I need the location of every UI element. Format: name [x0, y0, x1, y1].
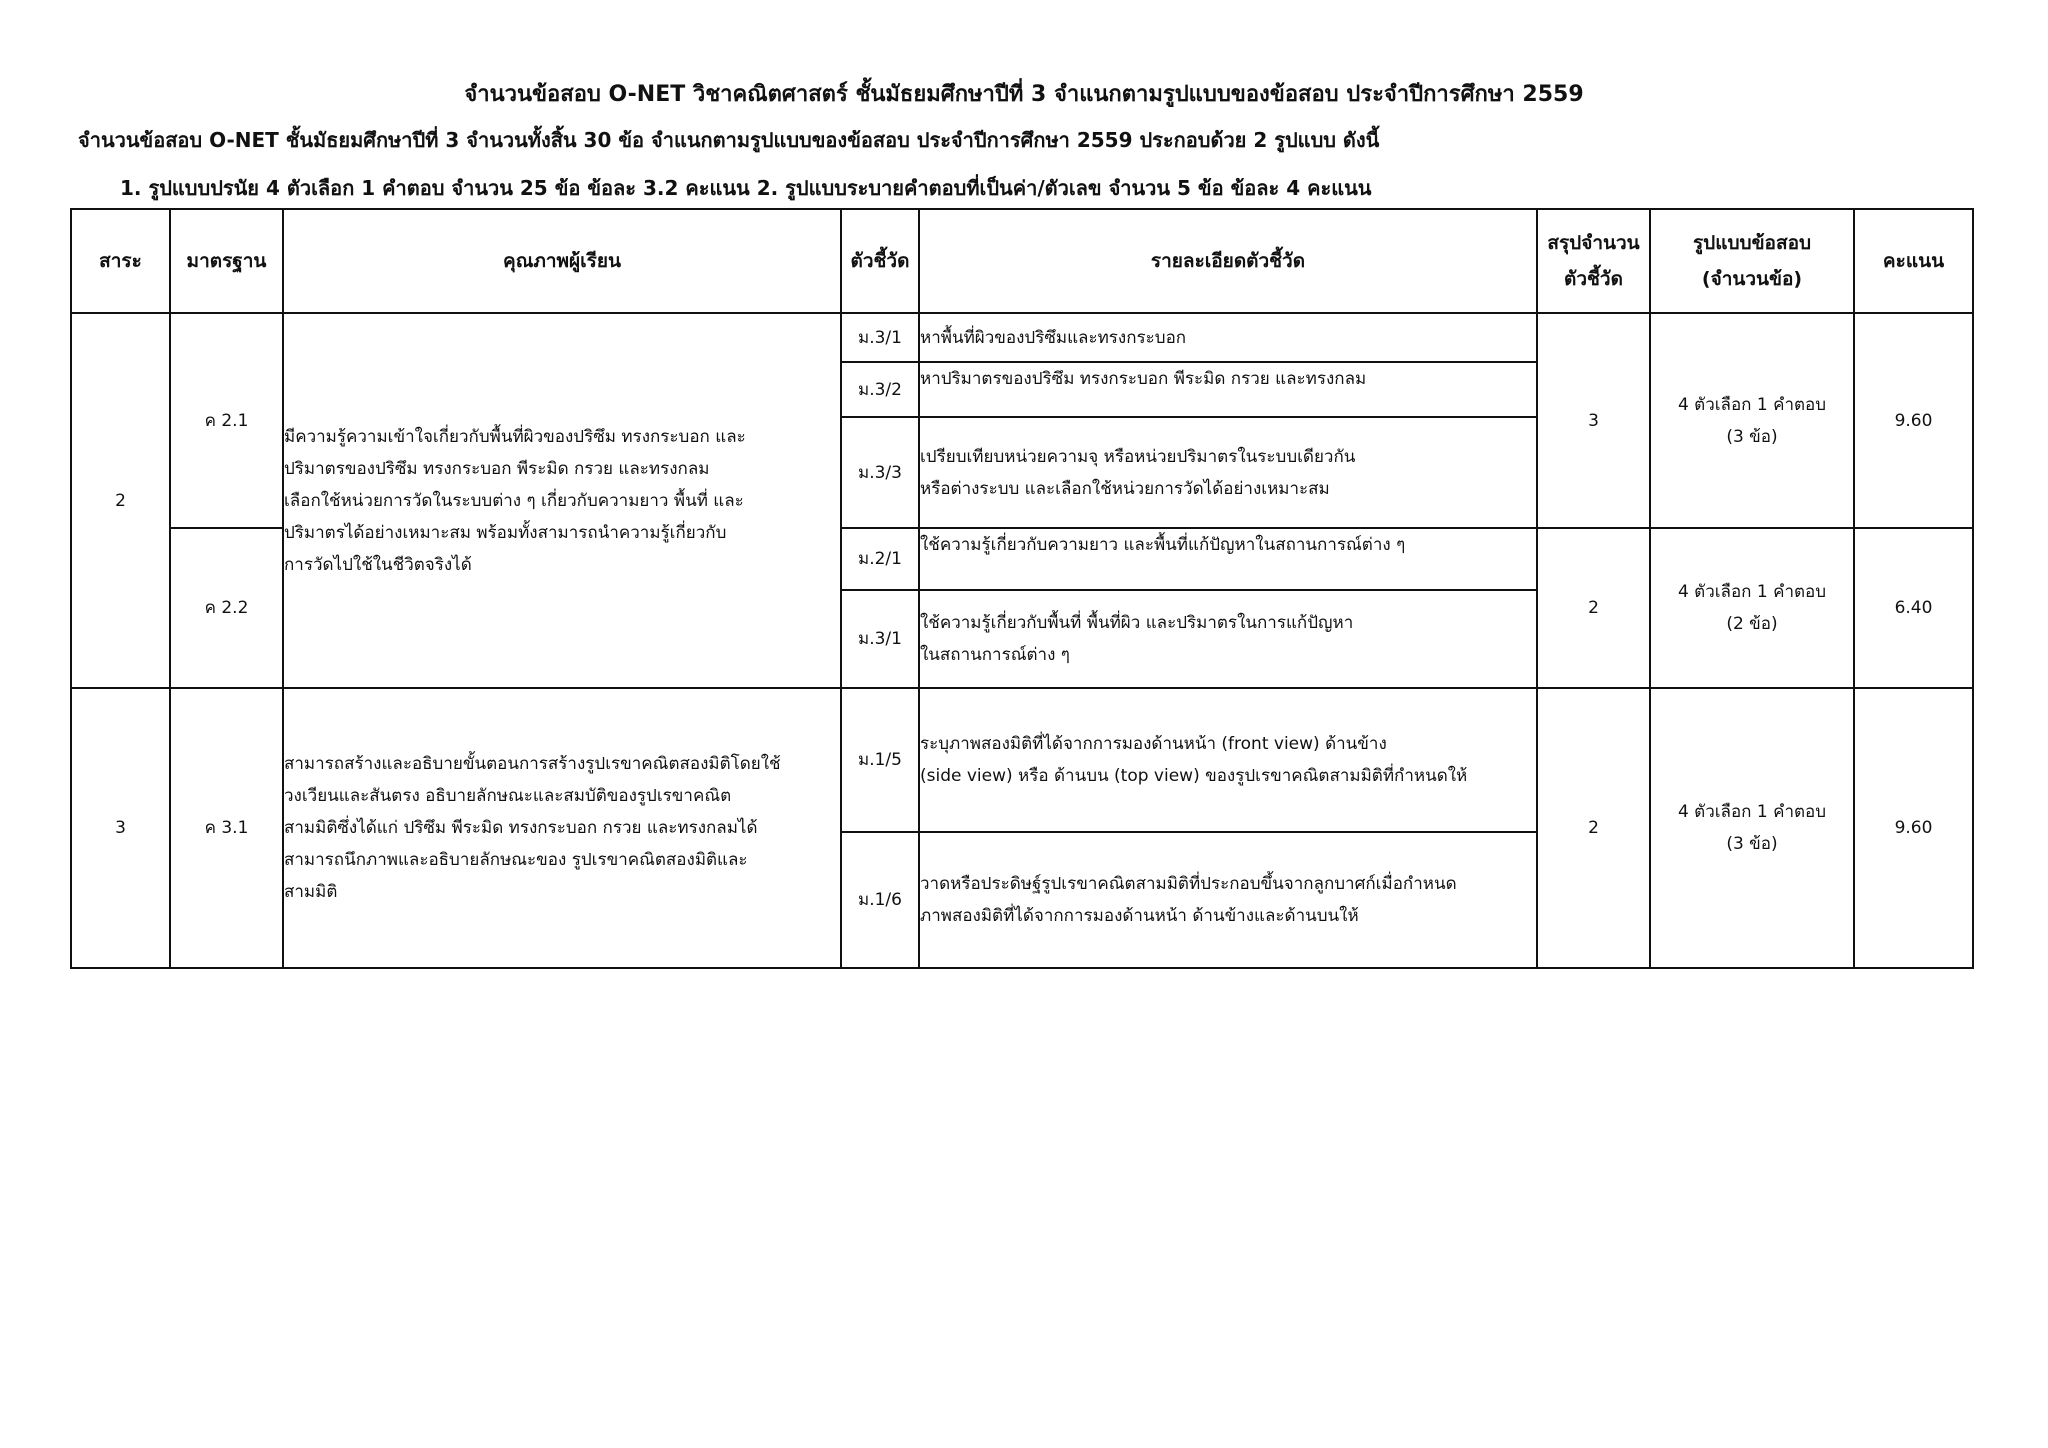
format-line: 4 ตัวเลือก 1 คำตอบ	[1677, 582, 1827, 602]
format-line: 4 ตัวเลือก 1 คำตอบ	[1677, 802, 1827, 822]
header-summary-line2: ตัวชี้วัด	[1564, 268, 1623, 290]
indicator-code: ม.3/1	[841, 313, 919, 362]
indicator-code: ม.1/5	[841, 688, 919, 832]
header-standard: มาตรฐาน	[170, 209, 283, 313]
detail-line: (side view) หรือ ด้านบน (top view) ของรูปเรขาคณิตสามมิติที่กำหนดให้	[920, 766, 1468, 786]
document-subtitle: จำนวนข้อสอบ O-NET ชั้นมัธยมศึกษาปีที่ 3 จำนวนทั้งสิ้น 30 ข้อ จำแนกตามรูปแบบของข้อสอบ ประจำปีการศึกษา 2559 ประกอบด้วย 2 รูปแบบ ดังนี้	[78, 128, 1380, 152]
standard-cell: ค 2.1	[170, 313, 283, 528]
quality-line: ปริมาตรได้อย่างเหมาะสม พร้อมทั้งสามารถนำความรู้เกี่ยวกับ	[284, 522, 727, 543]
quality-line: มีความรู้ความเข้าใจเกี่ยวกับพื้นที่ผิวของปริซึม ทรงกระบอก และ	[284, 426, 746, 447]
indicator-code: ม.3/1	[841, 590, 919, 688]
indicator-detail	[919, 362, 1537, 417]
summary-cell: 2	[1537, 688, 1650, 968]
indicator-detail	[919, 313, 1537, 362]
header-score: คะแนน	[1854, 209, 1973, 313]
format-cell	[1650, 528, 1854, 688]
quality-line: สามมิติ	[284, 882, 338, 902]
table-row	[71, 688, 1973, 832]
indicator-code: ม.2/1	[841, 528, 919, 590]
header-format-line1: รูปแบบข้อสอบ	[1692, 232, 1812, 254]
header-summary-line1: สรุปจำนวน	[1547, 232, 1640, 254]
exam-formats-line: 1. รูปแบบปรนัย 4 ตัวเลือก 1 คำตอบ จำนวน 25 ข้อ ข้อละ 3.2 คะแนน 2. รูปแบบระบายคำตอบที่เป็นค่า/ตัวเลข จำนวน 5 ข้อ ข้อละ 4 คะแนน	[120, 176, 1372, 200]
detail-line: หรือต่างระบบ และเลือกใช้หน่วยการวัดได้อย่างเหมาะสม	[920, 478, 1330, 499]
score-cell: 6.40	[1854, 528, 1973, 688]
detail-line: วาดหรือประดิษฐ์รูปเรขาคณิตสามมิติที่ประกอบขึ้นจากลูกบาศก์เมื่อกำหนด	[920, 874, 1457, 894]
quality-cell	[283, 313, 841, 688]
standard-cell: ค 3.1	[170, 688, 283, 968]
detail-line: ภาพสองมิติที่ได้จากการมองด้านหน้า ด้านข้างและด้านบนให้	[920, 906, 1359, 926]
indicator-detail	[919, 832, 1537, 968]
document-title: จำนวนข้อสอบ O-NET วิชาคณิตศาสตร์ ชั้นมัธยมศึกษาปีที่ 3 จำแนกตามรูปแบบของข้อสอบ ประจำปีการศึกษา 2559	[464, 82, 1584, 107]
onet-items-table	[70, 208, 1974, 969]
quality-line: สามมิติซึ่งได้แก่ ปริซึม พีระมิด ทรงกระบอก กรวย และทรงกลมได้	[284, 818, 758, 838]
detail-line: เปรียบเทียบหน่วยความจุ หรือหน่วยปริมาตรในระบบเดียวกัน	[920, 446, 1356, 467]
quality-line: ปริมาตรของปริซึม ทรงกระบอก พีระมิด กรวย และทรงกลม	[284, 458, 710, 479]
format-line: 4 ตัวเลือก 1 คำตอบ	[1677, 394, 1827, 415]
strand-cell: 3	[71, 688, 170, 968]
header-indicator: ตัวชี้วัด	[841, 209, 919, 313]
quality-line: เลือกใช้หน่วยการวัดในระบบต่าง ๆ เกี่ยวกับความยาว พื้นที่ และ	[284, 490, 744, 511]
format-cell	[1650, 688, 1854, 968]
quality-line: การวัดไปใช้ในชีวิตจริงได้	[284, 554, 472, 575]
format-count: (3 ข้อ)	[1726, 834, 1778, 854]
score-cell: 9.60	[1854, 313, 1973, 528]
detail-line: ระบุภาพสองมิติที่ได้จากการมองด้านหน้า (front view) ด้านข้าง	[920, 734, 1387, 754]
indicator-code: ม.3/3	[841, 417, 919, 528]
header-detail: รายละเอียดตัวชี้วัด	[919, 209, 1537, 313]
detail-line: ใช้ความรู้เกี่ยวกับพื้นที่ พื้นที่ผิว และปริมาตรในการแก้ปัญหา	[920, 613, 1354, 633]
detail-line: ใช้ความรู้เกี่ยวกับความยาว และพื้นที่แก้ปัญหาในสถานการณ์ต่าง ๆ	[920, 535, 1406, 555]
summary-cell: 2	[1537, 528, 1650, 688]
format-cell	[1650, 313, 1854, 528]
indicator-code: ม.1/6	[841, 832, 919, 968]
detail-line: หาปริมาตรของปริซึม ทรงกระบอก พีระมิด กรวย และทรงกลม	[920, 369, 1367, 389]
quality-line: สามารถสร้างและอธิบายขั้นตอนการสร้างรูปเรขาคณิตสองมิติโดยใช้	[284, 754, 781, 774]
detail-line: ในสถานการณ์ต่าง ๆ	[920, 645, 1070, 665]
quality-line: สามารถนึกภาพและอธิบายลักษณะของ รูปเรขาคณิตสองมิติและ	[284, 850, 748, 870]
summary-cell: 3	[1537, 313, 1650, 528]
detail-line: หาพื้นที่ผิวของปริซึมและทรงกระบอก	[920, 327, 1187, 348]
standard-cell: ค 2.2	[170, 528, 283, 688]
header-strand: สาระ	[71, 209, 170, 313]
format-count: (3 ข้อ)	[1726, 426, 1778, 447]
quality-line: วงเวียนและสันตรง อธิบายลักษณะและสมบัติของรูปเรขาคณิต	[284, 786, 732, 806]
header-summary	[1537, 209, 1650, 313]
indicator-detail	[919, 688, 1537, 832]
indicator-code: ม.3/2	[841, 362, 919, 417]
indicator-detail	[919, 528, 1537, 590]
format-count: (2 ข้อ)	[1726, 614, 1778, 634]
header-format	[1650, 209, 1854, 313]
strand-cell: 2	[71, 313, 170, 688]
header-format-line2: (จำนวนข้อ)	[1701, 268, 1803, 290]
indicator-detail	[919, 417, 1537, 528]
score-cell: 9.60	[1854, 688, 1973, 968]
table-row	[71, 313, 1973, 362]
table-header-row	[71, 209, 1973, 313]
indicator-detail	[919, 590, 1537, 688]
quality-cell	[283, 688, 841, 968]
header-quality: คุณภาพผู้เรียน	[283, 209, 841, 313]
